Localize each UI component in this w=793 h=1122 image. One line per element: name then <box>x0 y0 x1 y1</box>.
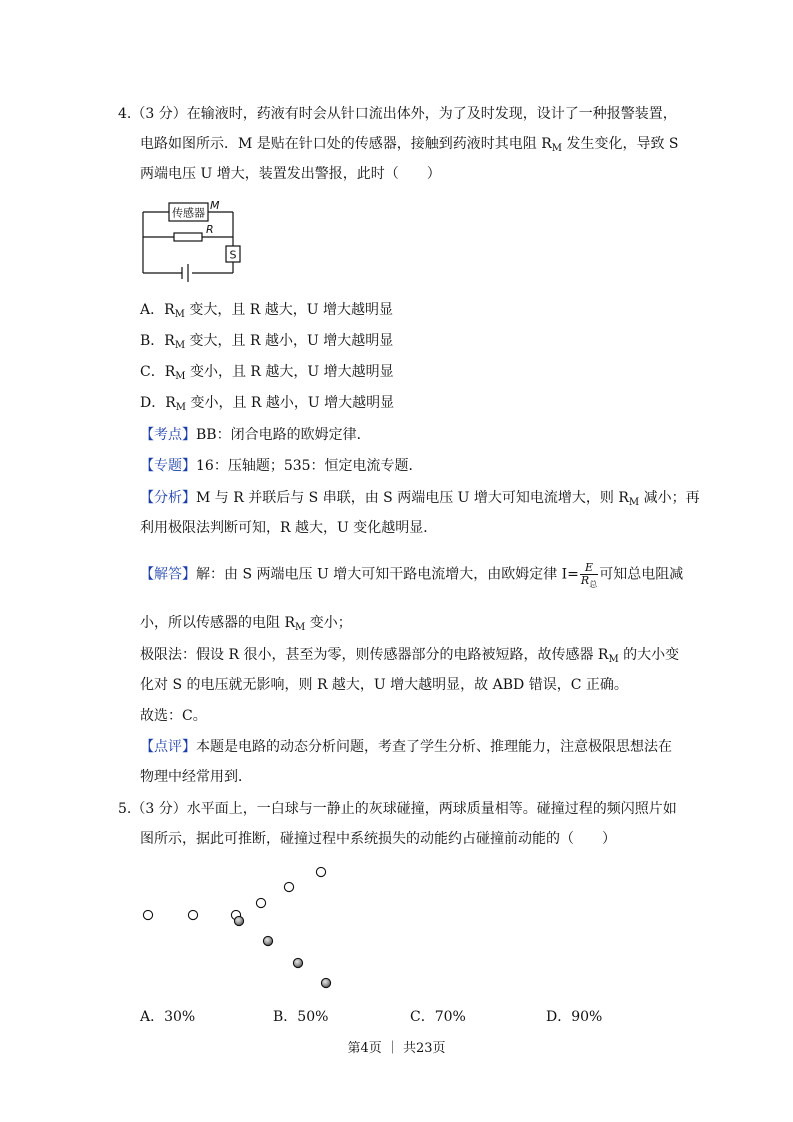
grey-ball-2 <box>263 936 272 945</box>
q5-stem-line2: 图所示，据此可推断，碰撞过程中系统损失的动能约占碰撞前动能的（ ） <box>140 831 616 847</box>
q5-option-a: A．30% <box>140 1009 196 1025</box>
sensor-label: 传感器 <box>172 206 205 220</box>
q4-fenxi-line2: 利用极限法判断可知，R 越大，U 变化越明显． <box>140 520 438 536</box>
q4-dianping-line2: 物理中经常用到． <box>140 769 252 785</box>
q4-zhuanti: 【专题】16：压轴题；535：恒定电流专题． <box>140 458 423 474</box>
white-ball-4 <box>256 898 265 907</box>
q4-jieda-line2: 小，所以传感器的电阻 $R_M$ 变小； <box>140 615 352 633</box>
white-ball-5 <box>284 882 293 891</box>
q4-dianping-line1: 【点评】本题是电路的动态分析问题，考查了学生分析、推理能力，注意极限思想法在 <box>140 739 672 755</box>
q4-jieda-line1: 【解答】解：由 S 两端电压 U 增大可知干路电流增大，由欧姆定律 I= $\frac{E}{R_总}$ 可知总电阻减 <box>140 561 684 589</box>
q4-option-c: C．$R_M$ 变小，且 R 越大，U 增大越明显 <box>140 364 394 382</box>
collision-photo <box>130 860 350 995</box>
q4-kaodian: 【考点】BB：闭合电路的欧姆定律． <box>140 427 371 443</box>
grey-ball-4 <box>321 978 330 987</box>
q4-option-b: B．$R_M$ 变大，且 R 越小，U 增大越明显 <box>140 333 394 351</box>
q4-jieda-line3: 极限法：假设 R 很小，甚至为零，则传感器部分的电路被短路，故传感器 $R_M$ 的大小变 <box>140 647 680 665</box>
grey-ball-1 <box>234 916 243 925</box>
r-label: R <box>206 223 214 236</box>
white-ball-2 <box>188 910 197 919</box>
white-ball-6 <box>316 867 325 876</box>
q4-fenxi-line1: 【分析】M 与 R 并联后与 S 串联，由 S 两端电压 U 增大可知电流增大，则 $R_M$ 减小；再 <box>140 490 700 508</box>
q4-stem-line1: 4.（3 分）在输液时，药液有时会从针口流出体外，为了及时发现，设计了一种报警装置， <box>118 106 677 122</box>
q4-jieda-line4: 化对 S 的电压就无影响，则 R 越大，U 增大越明显，故 ABD 错误，C 正确。 <box>140 677 628 693</box>
q5-stem-line1: 5.（3 分）水平面上，一白球与一静止的灰球碰撞，两球质量相等。碰撞过程的频闪照片如 <box>118 801 677 817</box>
q4-stem-line2: 电路如图所示．M 是贴在针口处的传感器，接触到药液时其电阻 $R_M$ 发生变化，导致 S <box>140 136 679 154</box>
page-footer: 第4页 ｜ 共23页 <box>347 1041 446 1056</box>
q4-option-d: D．$R_M$ 变小，且 R 越小，U 增大越明显 <box>140 395 395 413</box>
grey-ball-3 <box>293 958 302 967</box>
q5-option-d: D．90% <box>546 1009 603 1025</box>
q4-answer: 故选：C。 <box>140 708 207 724</box>
q4-option-a: A．$R_M$ 变大，且 R 越大，U 增大越明显 <box>140 302 394 320</box>
q4-stem-line3: 两端电压 U 增大，装置发出警报，此时（ ） <box>140 166 441 182</box>
q5-option-c: C．70% <box>410 1009 466 1025</box>
circuit-diagram <box>136 198 246 284</box>
m-label: M <box>210 199 220 212</box>
ohm-fraction: $\frac{E}{R_总}$ <box>580 561 598 589</box>
white-ball-1 <box>143 910 152 919</box>
s-label: S <box>229 248 237 262</box>
q5-option-b: B．50% <box>273 1009 329 1025</box>
